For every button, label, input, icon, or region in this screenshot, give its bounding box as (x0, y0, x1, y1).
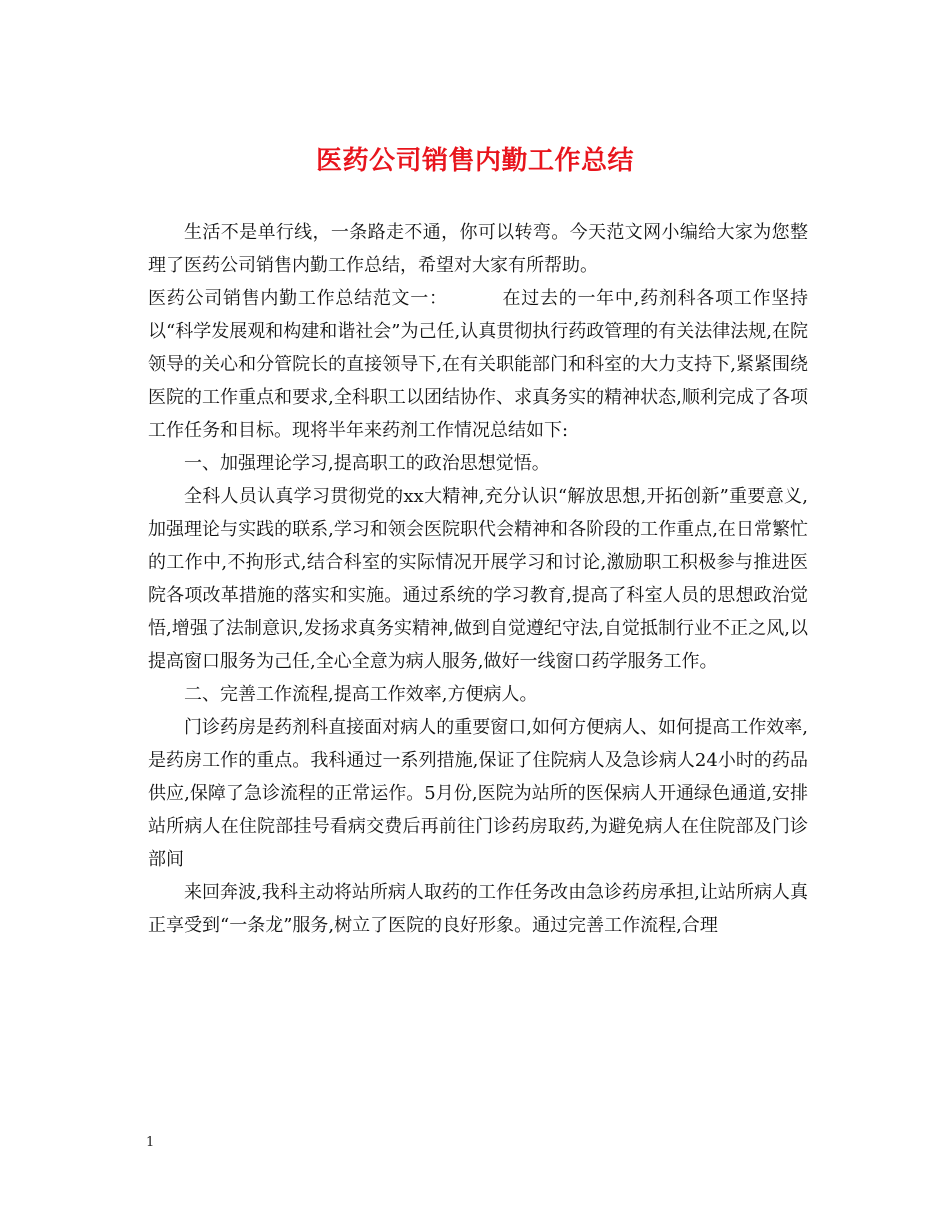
document-title: 医药公司销售内勤工作总结 (315, 146, 634, 176)
section-2-paragraph-2: 来回奔波,我科主动将站所病人取药的工作任务改由急诊药房承担,让站所病人真正享受到“一条龙”服务,树立了医院的良好形象。通过完善工作流程,合理 (148, 882, 808, 936)
summary-paragraph (148, 282, 808, 447)
section-1-paragraph: 全科人员认真学习贯彻党的xx大精神,充分认识“解放思想,开拓创新”重要意义,加强理论与实践的联系,学习和领会医院职代会精神和各阶段的工作重点,在日常繁忙的工作中,不拘形式,结合科室的实际情况开展学习和讨论,激励职工积极参与推进医院各项改革措施的落实和实施。通过系统的学习教育,提高了科室人员的思想政治觉悟,增强了法制意识,发扬求真务实精神,做到自觉遵纪守法,自觉抵制行业不正之风,以提高窗口服务为己任,全心全意为病人服务,做好一线窗口药学服务工作。 (148, 486, 808, 672)
document-body (148, 216, 808, 942)
section-2-paragraph-1: 门诊药房是药剂科直接面对病人的重要窗口,如何方便病人、如何提高工作效率,是药房工作的重点。我科通过一系列措施,保证了住院病人及急诊病人24小时的药品供应,保障了急诊流程的正常运作。5月份,医院为站所的医保病人开通绿色通道,安排站所病人在住院部挂号看病交费后再前往门诊药房取药,为避免病人在住院部及门诊部间 (148, 717, 808, 870)
section-heading-1: 一、加强理论学习,提高职工的政治思想觉悟。 (184, 453, 550, 474)
section-heading-2: 二、完善工作流程,提高工作效率,方便病人。 (184, 684, 538, 705)
sample-label: 医药公司销售内勤工作总结范文一： (148, 288, 448, 309)
page-number: 1 (146, 1135, 155, 1150)
summary-text: 在过去的一年中,药剂科各项工作坚持以“科学发展观和构建和谐社会”为己任,认真贯彻执行药政管理的有关法律法规,在院领导的关心和分管院长的直接领导下,在有关职能部门和科室的大力支持下,紧紧围绕医院的工作重点和要求,全科职工以团结协作、求真务实的精神状态,顺利完成了各项工作任务和目标。现将半年来药剂工作情况总结如下: (148, 288, 808, 441)
intro-paragraph: 生活不是单行线，一条路走不通，你可以转弯。今天范文网小编给大家为您整理了医药公司销售内勤工作总结，希望对大家有所帮助。 (148, 222, 808, 276)
